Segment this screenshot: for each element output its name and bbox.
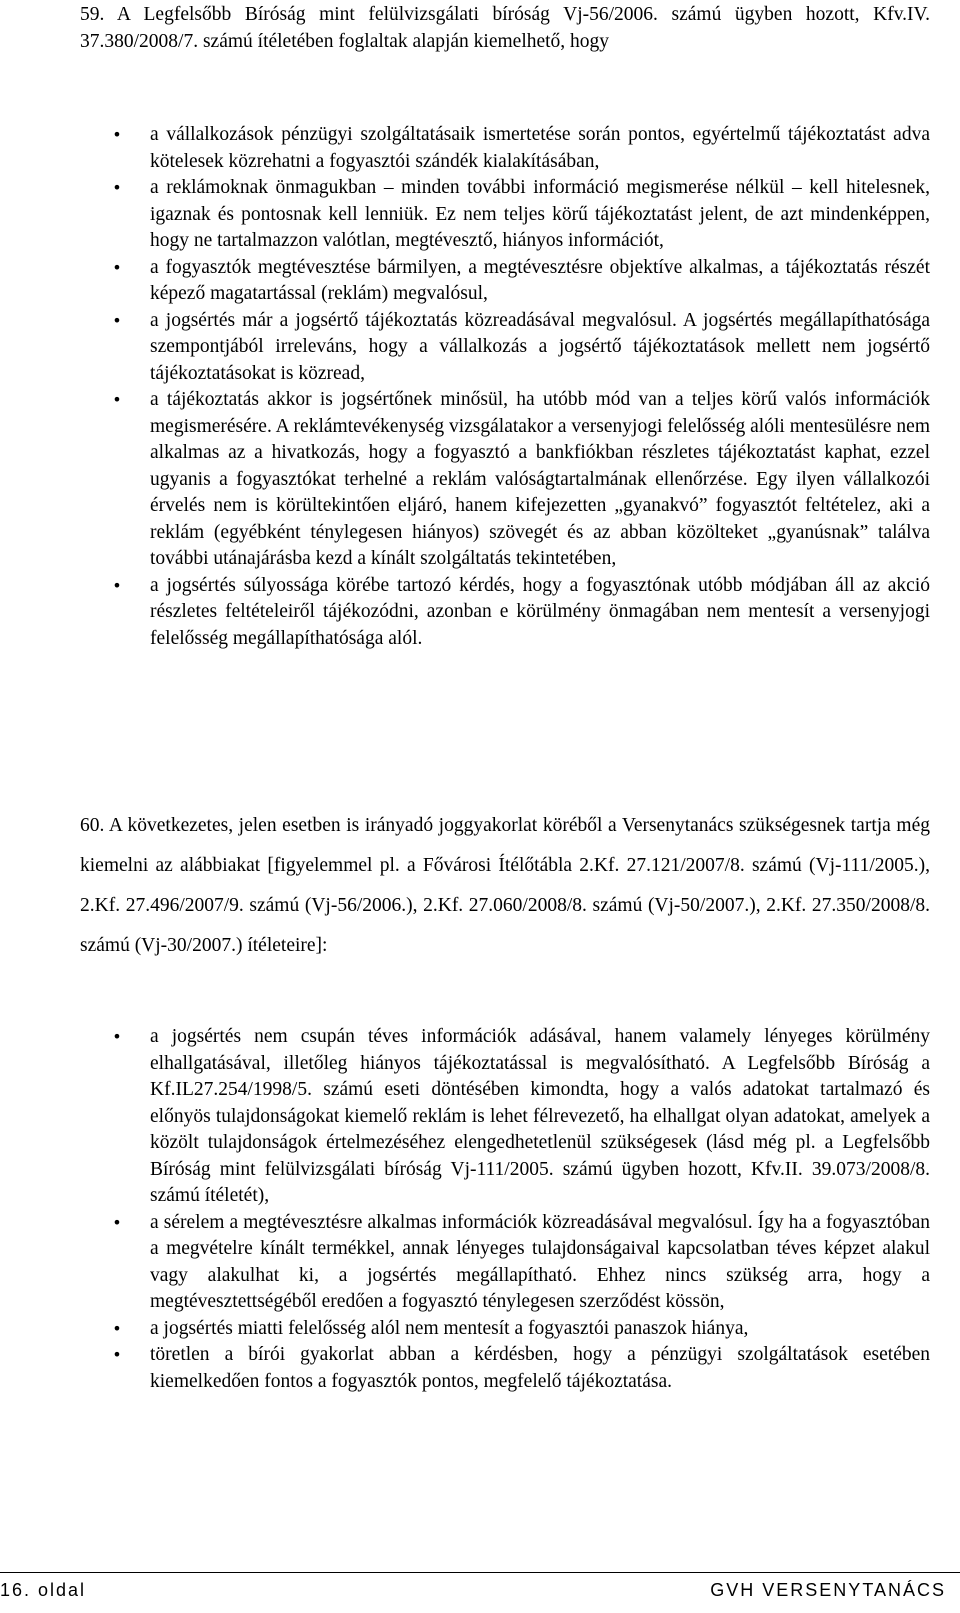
list-item: • a vállalkozások pénzügyi szolgáltatásaik ismertetése során pontos, egyértelmű tájékoztatást adva kötelesek közrehatni a fogyasztói szándék kialakításában, — [112, 124, 930, 172]
bullet-icon: • — [112, 575, 122, 595]
list-item: • a jogsértés már a jogsértő tájékoztatás közreadásával megvalósul. A jogsértés megállapíthatósága szempontjából irreleváns, hogy a vállalkozás a jogsértő tájékoztatások mellett nem jogsértő tájékoztatásokat is közread, — [112, 309, 930, 384]
bullet-icon: • — [112, 1318, 122, 1338]
list-item: • a sérelem a megtévesztésre alkalmas információk közreadásával megvalósul. Így ha a fogyasztóban a megvételre kínált termékkel, annak lényeges tulajdonságaival kapcsolatban téves képzet alakul vagy alakulhat ki, a jogsértés megállapítható. Ehhez nincs szükség arra, hogy a megtévesztettségéből eredően a fogyasztó ténylegesen szerződést kössön, — [112, 1211, 930, 1312]
bullet-icon: • — [112, 1212, 122, 1232]
paragraph-59 — [80, 2, 930, 55]
bullet-icon: • — [112, 1345, 122, 1364]
list-item: • a reklámoknak önmagukban – minden további információ megismerése nélkül – kell hitelesnek, igaznak és pontosnak kell lenniük. Ez nem teljes körű tájékoztatást jelent, de azt mindenképpen, hogy ne tartalmazzon valótlan, megtévesztő, hiányos információt, — [112, 177, 930, 251]
bullet-icon: • — [112, 310, 122, 330]
list-item: • a fogyasztók megtévesztése bármilyen, a megtévesztésre objektíve alkalmas, a tájékoztatás részét képező magatartással (reklám) megvalósul, — [112, 256, 930, 304]
footer-divider — [0, 1572, 960, 1573]
list-item: • a jogsértés nem csupán téves információk adásával, hanem valamely lényeges körülmény elhallgatásával, illetőleg hiányos tájékoztatással is megvalósítható. A Legfelsőbb Bíróság a Kf.IL27.254/1998/5. számú eseti döntésében kimondta, hogy a valós adatokat tartalmazó és előnyös tulajdonságokat kiemelő reklám is lehet félrevezető, ha elhallgat olyan adatokat, amelyek a közölt tulajdonságok értelmezéséhez elengedhetetlenül szükségesek (lásd még pl. a Legfelsőbb Bíróság mint felülvizsgálati bíróság Vj-111/2005. számú ügyben hozott, Kfv.II. 39.073/2008/8. számú ítéletét), — [112, 1026, 930, 1206]
list-item: • a jogsértés súlyossága körébe tartozó kérdés, hogy a fogyasztónak utóbb módjában áll az akció részletes feltételeiről tájékozódni, azonban e körülmény önmagában nem mentesít a versenyjogi felelősség megállapíthatósága alól. — [112, 574, 930, 649]
paragraph-60 — [80, 806, 930, 966]
bullet-list-60 — [112, 1024, 930, 1395]
paragraph-text: A következetes, jelen esetben is irányadó joggyakorlat köréből a Versenytanács szükségesnek tartja még kiemelni az alábbiakat [figyelemmel pl. a Fővárosi Ítélőtábla 2.Kf. 27.121/2007/8. számú (Vj-111/2005.), 2.Kf. 27.496/2007/9. számú (Vj-56/2006.), 2.Kf. 27.060/2008/8. számú (Vj-50/2007.), 2.Kf. 27.350/2008/8. számú (Vj-30/2007.) ítéleteire]: — [80, 815, 930, 956]
footer-organization: GVH VERSENYTANÁCS — [710, 1580, 946, 1600]
list-item: • a jogsértés miatti felelősség alól nem mentesít a fogyasztói panaszok hiánya, — [150, 1316, 930, 1343]
bullet-list-59 — [112, 122, 930, 652]
bullet-icon: • — [112, 125, 122, 144]
list-item: • töretlen a bírói gyakorlat abban a kérdésben, hogy a pénzügyi szolgáltatások esetében kiemelkedően fontos a fogyasztók pontos, megfelelő tájékoztatása. — [112, 1344, 930, 1392]
bullet-icon: • — [112, 390, 122, 409]
bullet-icon: • — [112, 178, 122, 197]
paragraph-number: 59. — [80, 4, 105, 25]
bullet-icon: • — [112, 257, 122, 277]
paragraph-text: A Legfelsőbb Bíróság mint felülvizsgálati bíróság Vj-56/2006. számú ügyben hozott, Kfv.IV. 37.380/2008/7. számú ítéletében foglaltak alapján kiemelhető, hogy — [80, 4, 930, 52]
paragraph-number: 60. — [80, 815, 105, 836]
page-number: 16. oldal — [0, 1580, 87, 1600]
list-item: • a tájékoztatás akkor is jogsértőnek minősül, ha utóbb mód van a teljes körű valós információk megismerésére. A reklámtevékenység vizsgálatakor a versenyjogi felelősség alóli mentesülésre nem alkalmas az a hivatkozás, hogy a fogyasztó a bankfiókban részletes tájékoztatást kaphat, ezzel ugyanis a fogyasztókat terhelné a reklám valóságtartalmának ellenőrzése. Egy ilyen vállalkozói érvelés nem is körültekintően eljáró, hanem kifejezetten „gyanakvó” fogyasztót feltételez, aki a reklám (egyébként ténylegesen hiányos) szövegét és az abban közölteket „gyanúsnak” találva további utánajárásba kezd a kínált szolgáltatás tekintetében, — [112, 389, 930, 569]
bullet-icon: • — [112, 1027, 122, 1046]
